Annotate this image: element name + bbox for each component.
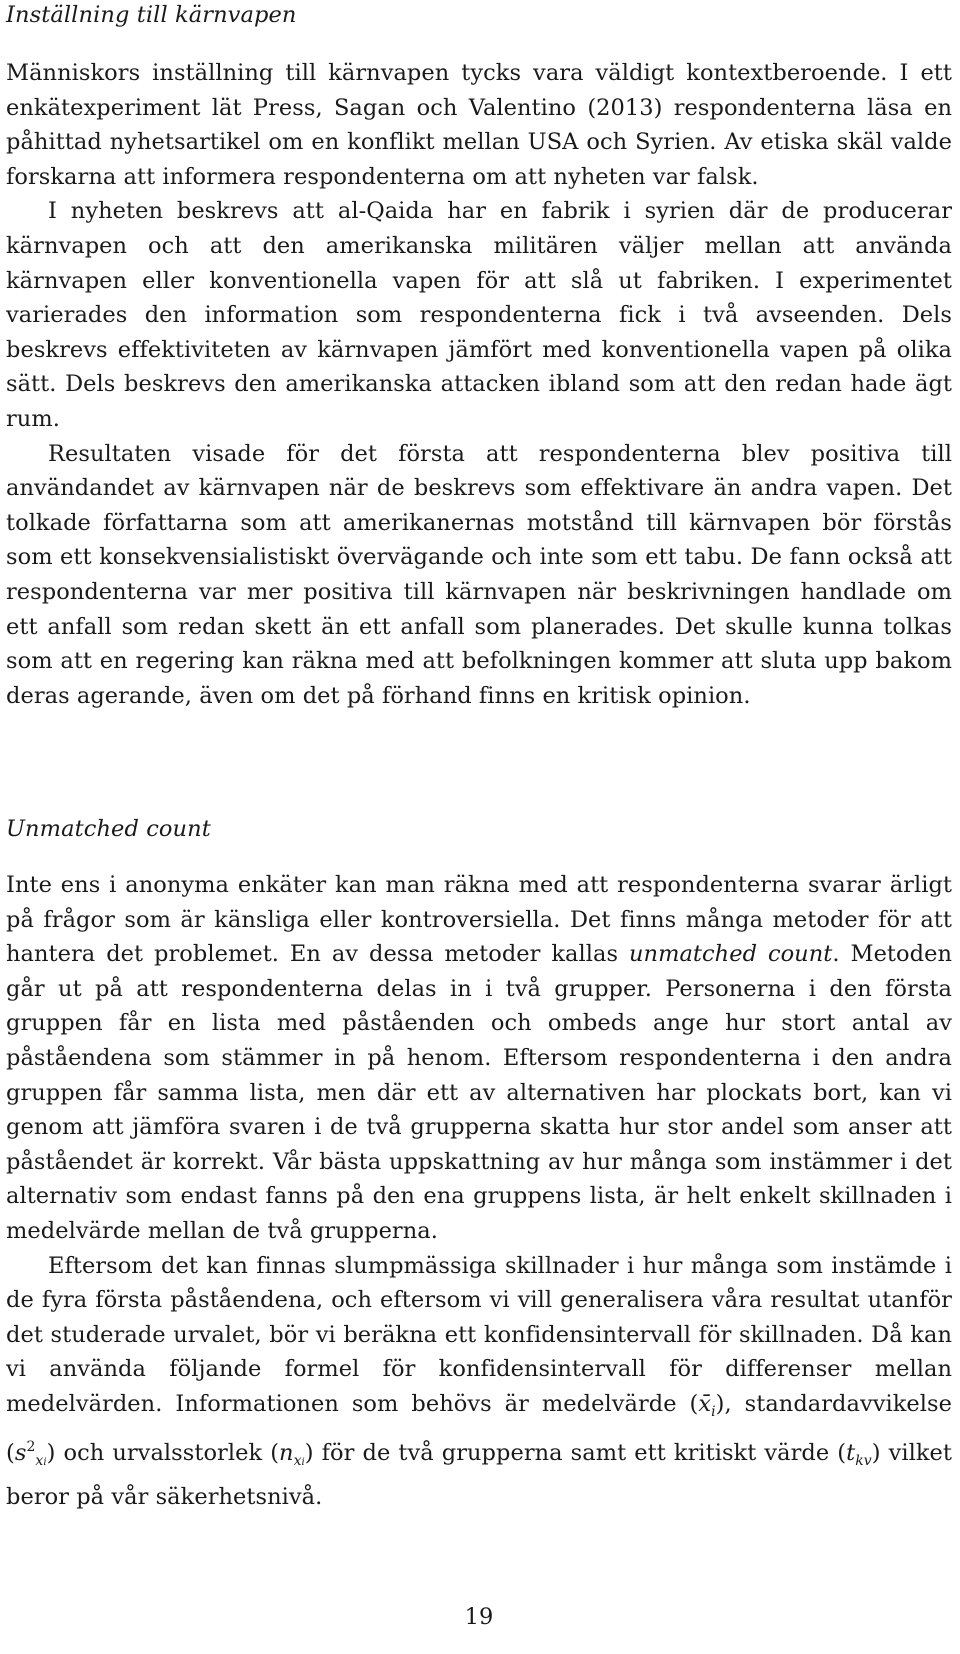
paragraph: Människors inställning till kärnvapen tycks vara väldigt kontextberoende. I ett enkätexperiment lät Press, Sagan och Valentino (2013) respondenterna läsa en påhittad nyhetsartikel om en konflikt mellan USA och Syrien. Av etiska skäl valde forskarna att informera respondenterna om att nyheten var falsk.: [6, 60, 952, 190]
section1-body: [6, 56, 952, 713]
section-title-unmatched-count: Unmatched count: [6, 816, 211, 842]
math-critical-value: $(t_{kv})$: [837, 1439, 881, 1469]
emphasized-term: unmatched count: [628, 941, 833, 968]
paragraph: Resultaten visade för det första att respondenterna blev positiva till användandet av kärnvapen när de beskrevs som effektivare än andra vapen. Det tolkade författarna som att amerikanernas motstånd till kärnvapen bör förstås som ett konsekvensialistiskt övervägande och inte som ett tabu. De fann också att respondenterna var mer positiva till kärnvapen när beskrivningen handlade om ett anfall som redan skett än ett anfall som planerades. Det skulle kunna tolkas som att en regering kan räkna med att befolkningen kommer att sluta upp bakom deras agerande, även om det på förhand finns en kritisk opinion.: [6, 440, 952, 709]
section2-body: [6, 868, 952, 1515]
text-run: Inte ens i anonyma enkäter kan man räkna med att respondenterna svarar ärligt på frågor som är känsliga eller kontroversiella. Det finns många metoder för att hantera det problemet. En av dessa metoder kallas: [6, 872, 952, 968]
math-sample-size: $(n_{xi})$: [270, 1439, 314, 1469]
paragraph: I nyheten beskrevs att al-Qaida har en fabrik i syrien där de producerar kärnvapen och att den amerikanska militären väljer mellan att använda kärnvapen eller konventionella vapen för att slå ut fabriken. I experimentet varierades den information som respondenterna fick i två avseenden. Dels beskrevs effektiviteten av kärnvapen jämfört med konventionella vapen på olika sätt. Dels beskrevs den amerikanska attacken ibland som att den redan hade ägt rum.: [6, 198, 952, 432]
paragraph: [6, 1249, 952, 1515]
text-run: för de två grupperna samt ett kritiskt värde: [313, 1439, 838, 1466]
text-run: vilket beror på vår säkerhetsnivå.: [6, 1439, 952, 1511]
text-run: Eftersom det kan finnas slumpmässiga skillnader i hur många som instämde i de fyra första påståendena, och eftersom vi vill generalisera våra resultat utanför det studerade urvalet, bör vi beräkna ett konfidensintervall för skillnaden. Då kan vi använda följande formel för konfidensintervall för differenser mellan medelvärden. Informationen som behövs är medelvärde: [6, 1252, 952, 1417]
page-number: 19: [464, 1604, 494, 1630]
section-title-installning: Inställning till kärnvapen: [6, 2, 297, 28]
text-run: och urvalsstorlek: [55, 1439, 271, 1466]
text-run: , standardavvikelse: [724, 1390, 952, 1417]
math-variance: $(s^2_{xi})$: [6, 1438, 56, 1469]
paragraph: [6, 868, 952, 1249]
math-mean: $(x̄_i)$: [689, 1390, 725, 1420]
text-run: . Metoden går ut på att respondenterna delas in i två grupper. Personerna i den första gruppen får en lista med påståenden och ombeds ange hur stort antal av påståendena som stämmer in på henom. Eftersom respondenterna i den andra gruppen får samma lista, men där ett av alternativen har plockats bort, kan vi genom att jämföra svaren i de två grupperna skatta hur stor andel som anser att påståendet är korrekt. Vår bästa uppskattning av hur många som instämmer i det alternativ som endast fanns på den ena gruppens lista, är helt enkelt skillnaden i medelvärde mellan de två grupperna.: [6, 941, 952, 1244]
